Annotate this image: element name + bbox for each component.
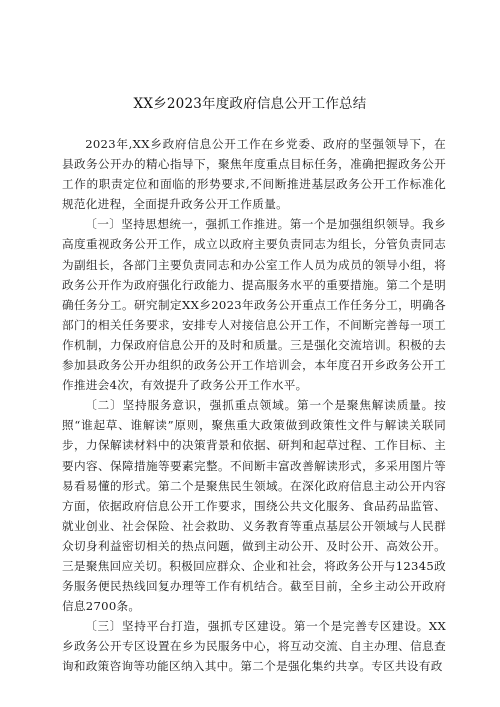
paragraph-section-1: 〔一〕坚持思想统一，强抓工作推进。第一个是加强组织领导。我乡高度重视政务公开工作，成立以政府主要负责同志为组长，分管负责同志为副组长，各部门主要负责同志和办公室工作人员为成员的领导小组，将政务公开作为政府强化行政能力、提高服务水平的重要措施。第二个是明确任务分工。研究制定XX乡2023年政务公开重点工作任务分工，明确各部门的相关任务要求，安排专人对接信息公开工作，不间断完善每一项工作机制，力保政府信息公开的及时和质量。三是强化交流培训。积极的去参加县政务公开办组织的政务公开工作培训会，本年度召开乡政务公开工作推进会4次，有效提升了政务公开工作水平。 <box>62 217 446 393</box>
document-title: XX乡2023年度政府信息公开工作总结 <box>133 96 367 112</box>
paragraph-section-2: 〔二〕坚持服务意识，强抓重点领域。第一个是聚焦解读质量。按照“谁起草、谁解读”原则，聚焦重大政策做到政策性文件与解读关联同步，力保解读材料中的决策背景和依据、研判和起草过程、工作目标、主要内容、保障措施等要素完整。不间断丰富改善解读形式，多采用图片等易看易懂的形式。第二个是聚焦民生领域。在深化政府信息主动公开内容方面，依据政府信息公开工作要求，围绕公共文化服务、食品药品监管、就业创业、社会保险、社会救助、义务教育等重点基层公开领域与人民群众切身利益密切相关的热点问题，做到主动公开、及时公开、高效公开。三是聚焦回应关切。积极回应群众、企业和社会，将政务公开与12345政务服务便民热线回复办理等工作有机结合。截至目前，全乡主动公开政府信息2700条。 <box>62 398 446 614</box>
document-body <box>62 134 446 677</box>
paragraph-section-3: 〔三〕坚持平台打造，强抓专区建设。第一个是完善专区建设。XX乡政务公开专区设置在乡为民服务中心，将互动交流、自主办理、信息查询和政策咨询等功能区纳入其中。第二个是强化集约共享。专区共设有政 <box>62 619 446 674</box>
paragraph-intro: 2023年,XX乡政府信息公开工作在乡党委、政府的坚强领导下，在县政务公开办的精心指导下，聚焦年度重点目标任务，准确把握政务公开工作的职责定位和面临的形势要求,不间断推进基层政务公开工作标准化规范化进程，全面提升政务公开工作质量。 <box>62 137 446 212</box>
